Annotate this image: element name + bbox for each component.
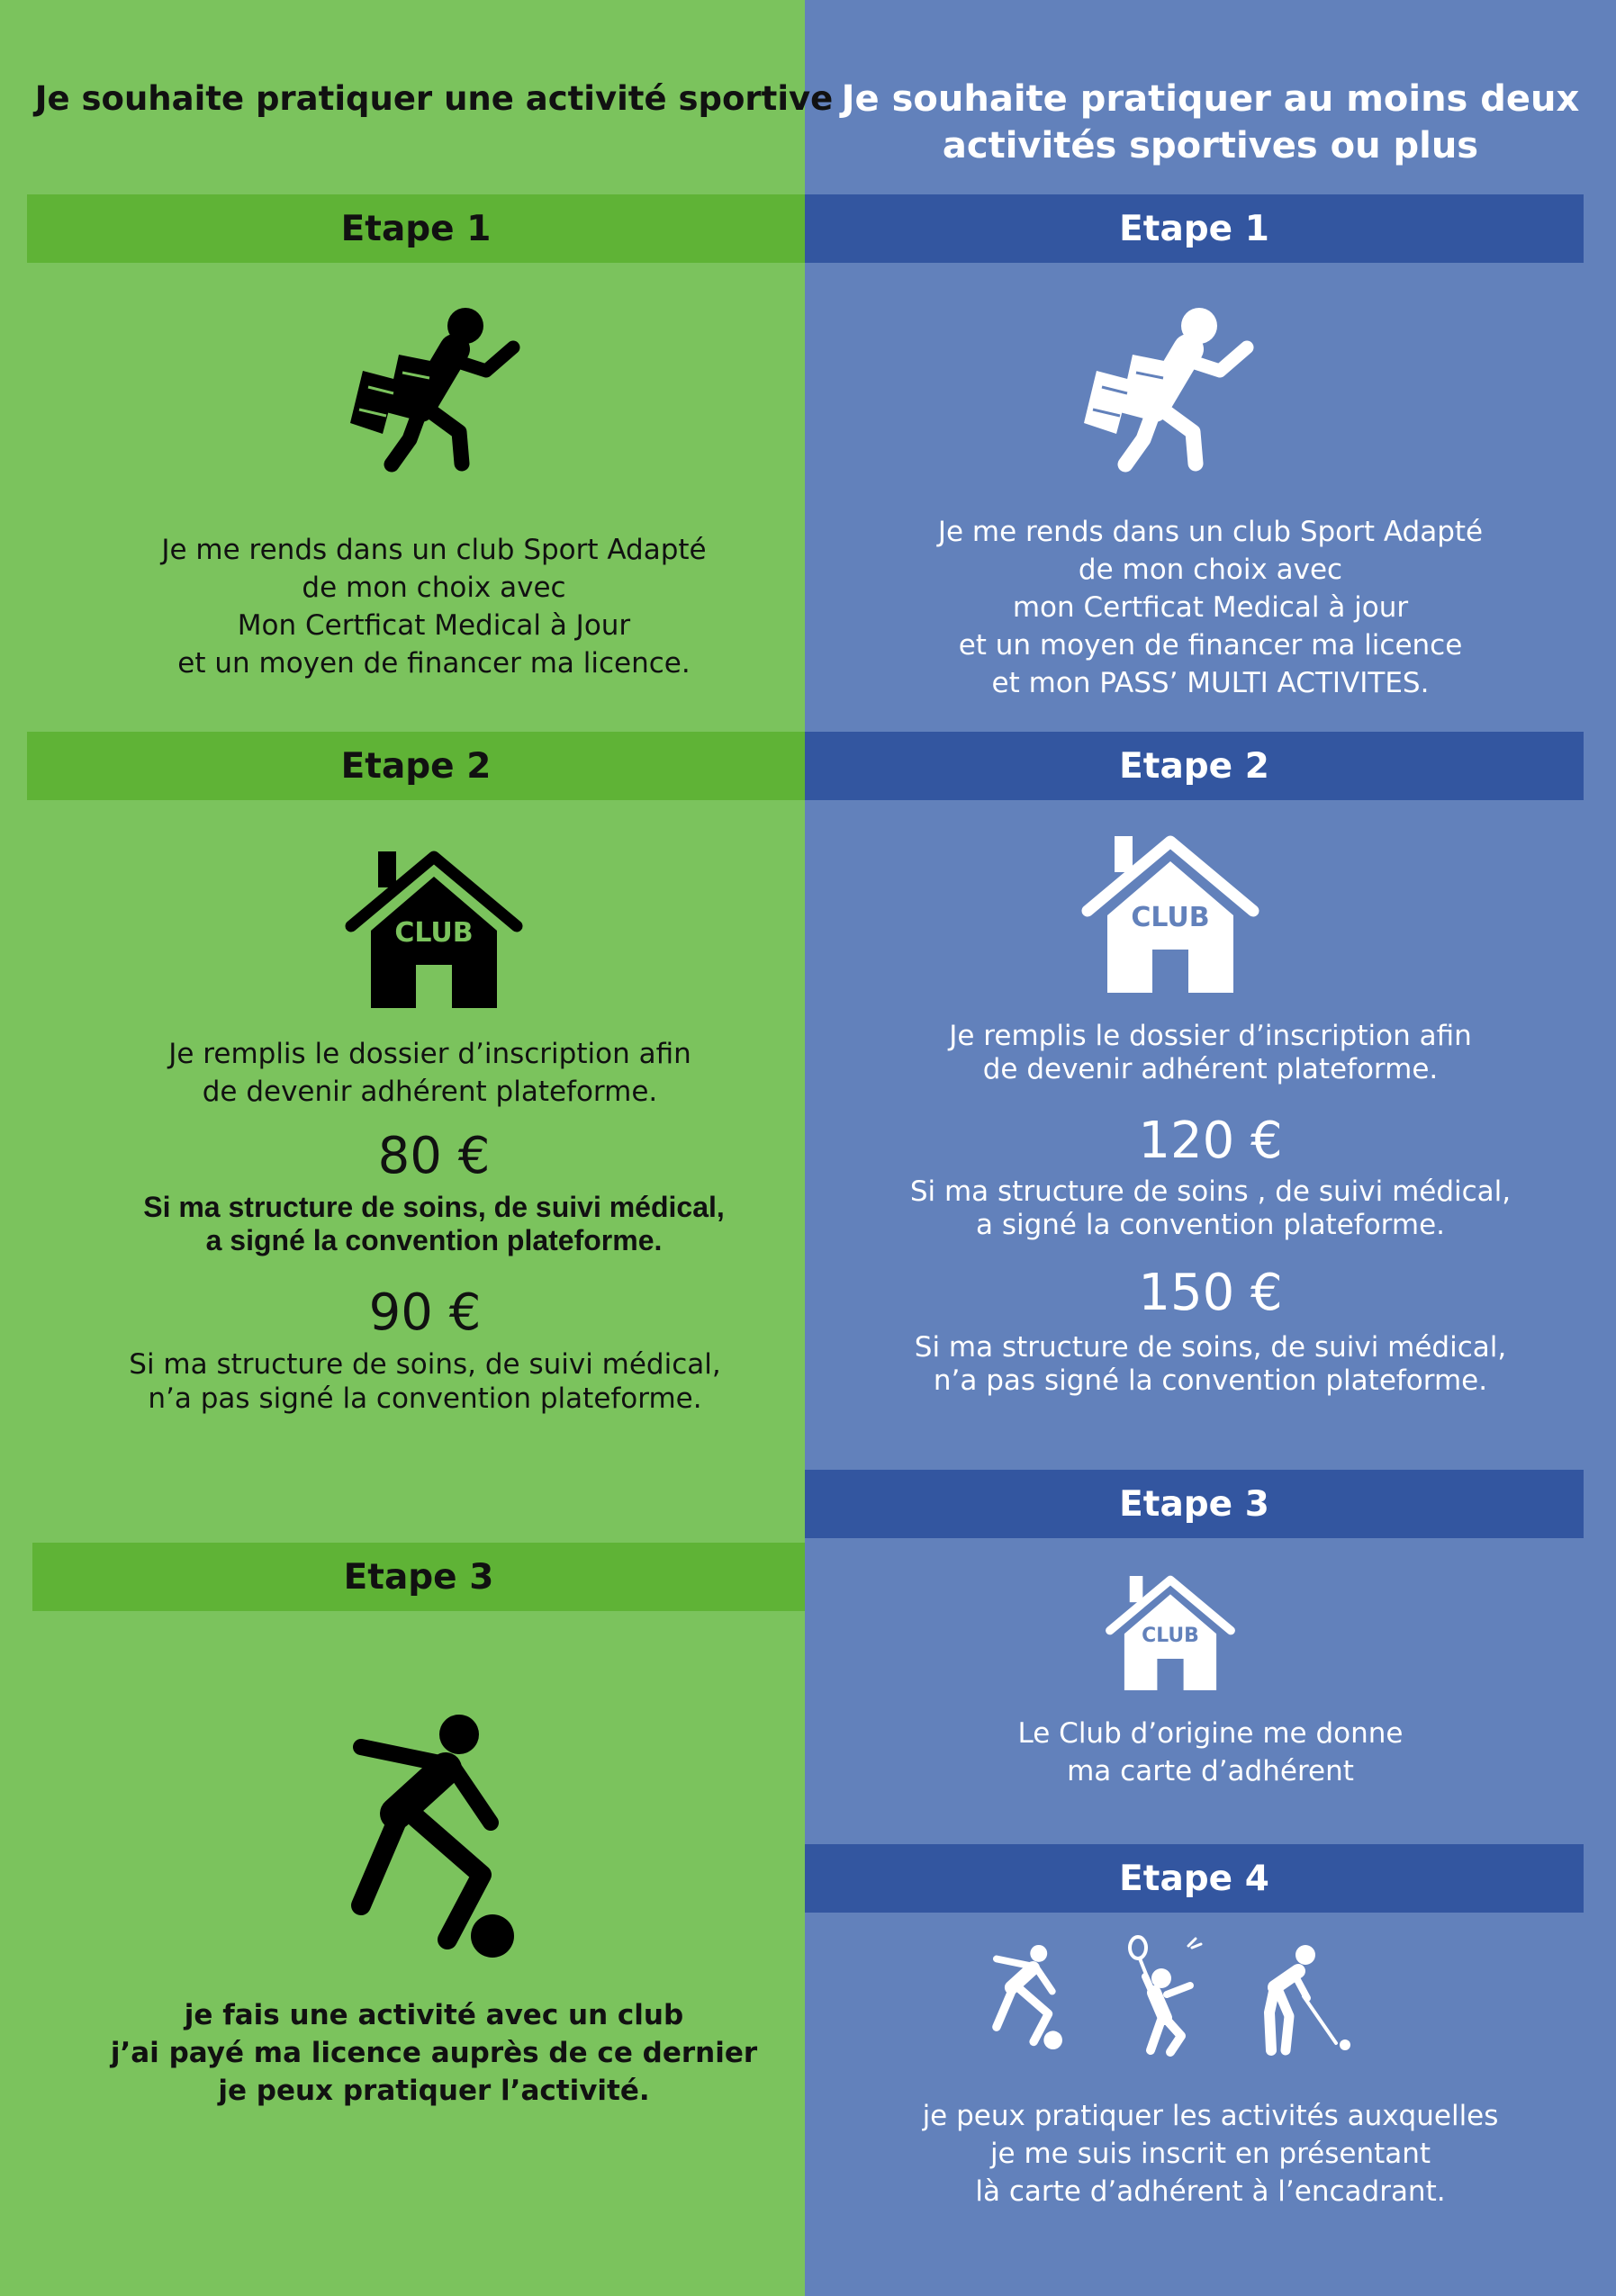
text-line: Je remplis le dossier d’inscription afin <box>949 1020 1472 1052</box>
text-line: Mon Certficat Medical à Jour <box>237 609 631 642</box>
right-step-2-text <box>805 1020 1616 1086</box>
text-line: Je remplis le dossier d’inscription afin <box>168 1038 691 1070</box>
right-title-line-1: Je souhaite pratiquer au moins deux <box>841 78 1580 120</box>
text-line: j’ai payé ma licence auprès de ce dernier <box>110 2037 758 2069</box>
left-step-1-text <box>54 531 814 682</box>
text-line: de devenir adhérent plateforme. <box>202 1076 658 1108</box>
right-title-line-2: activités sportives ou plus <box>942 125 1479 167</box>
right-price-1-condition <box>805 1175 1616 1242</box>
club-house-icon <box>1105 1573 1236 1693</box>
text-line: n’a pas signé la convention plateforme. <box>933 1364 1488 1397</box>
text-line: n’a pas signé la convention plateforme. <box>148 1382 702 1415</box>
text-line: et mon PASS’ MULTI ACTIVITES. <box>991 667 1430 699</box>
left-step-2-header: Etape 2 <box>27 732 805 800</box>
text-line: je peux pratiquer les activités auxquelles <box>922 2100 1499 2132</box>
text-line: et un moyen de financer ma licence. <box>177 647 691 680</box>
right-price-1: 120 € <box>1138 1112 1283 1170</box>
left-price-1: 80 € <box>377 1127 491 1185</box>
club-house-icon <box>1080 833 1260 996</box>
left-price-1-condition <box>0 1191 868 1257</box>
right-step-2-header: Etape 2 <box>805 732 1584 800</box>
left-step-3-text <box>0 1996 868 2110</box>
text-line: a signé la convention plateforme. <box>205 1224 663 1256</box>
running-person-with-bags-icon <box>347 306 527 477</box>
text-line: Si ma structure de soins, de suivi médical, <box>914 1331 1507 1364</box>
text-line: mon Certficat Medical à jour <box>1012 591 1409 624</box>
club-label: CLUB <box>1142 1624 1199 1647</box>
text-line: là carte d’adhérent à l’encadrant. <box>975 2175 1446 2208</box>
badminton-player-icon <box>1125 1935 1206 2057</box>
text-line: Si ma structure de soins, de suivi médical, <box>129 1348 721 1381</box>
text-line: Le Club d’origine me donne <box>1017 1717 1404 1750</box>
text-line: Si ma structure de soins, de suivi médical, <box>143 1191 725 1223</box>
right-step-4-header: Etape 4 <box>805 1844 1584 1913</box>
right-step-3-header: Etape 3 <box>805 1470 1584 1538</box>
soccer-player-icon <box>347 1715 527 1958</box>
text-line: je peux pratiquer l’activité. <box>218 2075 650 2107</box>
right-step-1-text <box>805 513 1616 702</box>
text-line: et un moyen de financer ma licence <box>958 629 1463 662</box>
club-label: CLUB <box>394 917 474 949</box>
text-line: de devenir adhérent plateforme. <box>982 1053 1439 1085</box>
club-label: CLUB <box>1131 902 1210 933</box>
right-step-3-text <box>805 1715 1616 1790</box>
left-price-2: 90 € <box>368 1283 482 1342</box>
text-line: Je me rends dans un club Sport Adapté <box>161 534 707 566</box>
left-step-3-header: Etape 3 <box>32 1543 805 1611</box>
text-line: Si ma structure de soins , de suivi médical, <box>909 1175 1512 1208</box>
right-step-4-text <box>805 2097 1616 2210</box>
left-title: Je souhaite pratiquer une activité sportive <box>34 79 834 118</box>
club-house-icon <box>344 848 524 1012</box>
right-price-2: 150 € <box>1138 1264 1283 1322</box>
right-title <box>805 76 1616 169</box>
left-step-1-header: Etape 1 <box>27 194 805 263</box>
text-line: je fais une activité avec un club <box>184 1999 684 2031</box>
left-price-2-condition <box>0 1347 850 1416</box>
text-line: a signé la convention plateforme. <box>975 1209 1445 1241</box>
right-price-2-condition <box>805 1331 1616 1398</box>
soccer-player-icon <box>990 1944 1068 2050</box>
golf-player-icon <box>1259 1944 1353 2057</box>
text-line: de mon choix avec <box>302 572 566 604</box>
right-step-1-header: Etape 1 <box>805 194 1584 263</box>
text-line: de mon choix avec <box>1078 554 1343 586</box>
running-person-with-bags-icon <box>1080 306 1260 477</box>
text-line: Je me rends dans un club Sport Adapté <box>937 516 1484 548</box>
left-step-2-text <box>36 1035 824 1111</box>
text-line: je me suis inscrit en présentant <box>989 2138 1431 2170</box>
text-line: ma carte d’adhérent <box>1067 1755 1354 1787</box>
